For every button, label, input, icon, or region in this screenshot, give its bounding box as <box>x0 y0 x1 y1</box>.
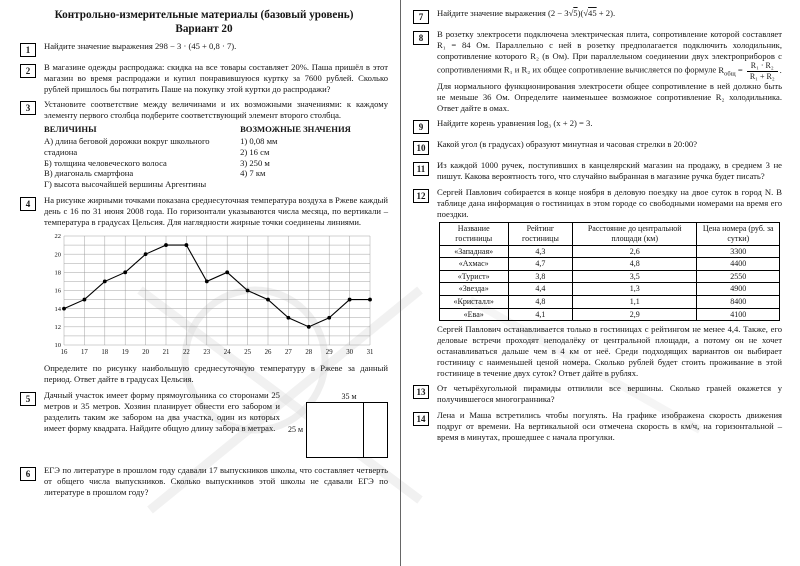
option-item: 1) 0,08 мм <box>240 135 278 146</box>
problem-4 <box>20 195 388 385</box>
problem-text <box>44 99 388 190</box>
table-row <box>439 258 780 271</box>
problem-statement: Сергей Павлович собирается в конце ноября в деловую поездку на двое суток в город N. В таблице дана информация о гостиницах в этом городе со свободными номерами на время его поездки. <box>437 187 782 219</box>
problem-number-badge: 2 <box>20 64 36 78</box>
variant-label: Вариант 20 <box>175 23 233 35</box>
svg-text:10: 10 <box>54 341 61 349</box>
table-cell: 2550 <box>697 270 780 283</box>
table-cell: 8400 <box>697 296 780 309</box>
problem-question: Сергей Павлович останавливается только в гостиницах с рейтингом не менее 4,4. Также, его деловые встречи проходят неподалёку от центральной площади, а потому он не хочет останавливаться дальше чем в 4 км от неё. Среди подходящих вариантов он выбирает гостиницу с наименьшей ценой номера. Сколько рублей будет стоить проживание в этой гостинице в течение двух суток? Ответ дайте в рублях. <box>437 324 782 378</box>
problem-13 <box>413 383 782 405</box>
problem-number-badge: 1 <box>20 43 36 57</box>
svg-text:27: 27 <box>285 348 292 356</box>
divider-line <box>363 403 364 457</box>
problem-number-badge: 10 <box>413 141 429 155</box>
problem-text <box>437 187 782 378</box>
problem-text: Лена и Маша встретились чтобы погулять. На графике изображена скорость движения подруг от времени. На вертикальной оси отмечена скорость в км/ч, на горизонтальной – время в минутах, прошедшее с начала прогулки. <box>437 410 782 442</box>
problem-text <box>437 8 782 24</box>
problem-number-badge: 12 <box>413 189 429 203</box>
problem-9 <box>413 118 782 134</box>
problem-number-badge: 13 <box>413 385 429 399</box>
table-row <box>439 245 780 258</box>
problem-question: Определите по рисунку наибольшую среднесуточную температуру в Ржеве за данный период. Ответ дайте в градусах Цельсия. <box>44 363 388 385</box>
right-column <box>400 0 800 566</box>
problem-10 <box>413 139 782 155</box>
svg-text:25: 25 <box>244 348 251 356</box>
problem-text: Какой угол (в градусах) образуют минутная и часовая стрелки в 20:00? <box>437 139 698 150</box>
problem-number-badge: 5 <box>20 392 36 406</box>
problem-text <box>44 195 388 385</box>
table-header-row <box>439 223 780 245</box>
table-cell: 3300 <box>697 245 780 258</box>
svg-text:21: 21 <box>162 348 170 356</box>
sqrt-sign: √ <box>583 8 589 18</box>
options-column <box>240 124 388 190</box>
document-title: Контрольно-измерительные материалы (базовый уровень) <box>54 9 354 21</box>
svg-text:16: 16 <box>60 348 68 356</box>
problem-number-badge: 3 <box>20 101 36 115</box>
problem-number-badge: 6 <box>20 467 36 481</box>
values-column <box>44 124 240 190</box>
column-header: Расстояние до центральной площади (км) <box>573 223 697 245</box>
table-cell: 2,6 <box>573 245 697 258</box>
value-item: Г) высота высочайшей вершины Аргентины <box>44 179 207 190</box>
svg-text:18: 18 <box>54 269 61 277</box>
table-cell: 4,8 <box>573 258 697 271</box>
option-item: 3) 250 м <box>240 157 270 168</box>
figure-left-label: 25 м <box>287 425 303 435</box>
table-cell: «Ева» <box>439 308 508 321</box>
problem-7 <box>413 8 782 24</box>
table-cell: «Кристалл» <box>439 296 508 309</box>
problem-number-badge: 11 <box>413 162 429 176</box>
table-cell: 4900 <box>697 283 780 296</box>
problem-statement: На рисунке жирными точками показана среднесуточная температура воздуха в Ржеве каждый день с 16 по 31 июня 2008 года. По горизонтали указываются числа месяца, по вертикали – температура в градусах Цельсия. Для наглядности жирные точки соединены линиями. <box>44 195 388 227</box>
table-cell: 4100 <box>697 308 780 321</box>
problem-text: В магазине одежды распродажа: скидка на все товары составляет 20%. Паша пришёл в этот магазин во время распродажи и купил понравившуюся куртку за 7600 рублей. Сколько рублей пришлось бы потратить Паше на покупку этой куртки до распродажи? <box>44 62 388 94</box>
problem-11 <box>413 160 782 182</box>
svg-text:14: 14 <box>54 305 61 313</box>
temperature-chart <box>48 231 378 359</box>
expression: (2 − 3√5)(√45 + 2). <box>547 8 616 18</box>
problem-1 <box>20 41 388 57</box>
table-cell: 4,3 <box>508 245 572 258</box>
problem-3 <box>20 99 388 190</box>
table-cell: 4,4 <box>508 283 572 296</box>
table-row <box>439 270 780 283</box>
problem-6 <box>20 465 388 497</box>
problem-text: От четырёхугольной пирамиды отпилили все вершины. Сколько граней окажется у получившегося многогранника? <box>437 383 782 405</box>
rectangle-shape <box>306 402 388 458</box>
resistance-formula: $R_{общ}$ = $\frac{\text{R₁ · R₂}}{\text{R₁ + R₂}}$ . <box>718 61 782 81</box>
problem-number-badge: 8 <box>413 31 429 45</box>
problem-statement: Найдите значение выражения <box>44 41 153 51</box>
table-cell: 4,7 <box>508 258 572 271</box>
problem-number-badge: 4 <box>20 197 36 211</box>
column-header: Название гостиницы <box>439 223 508 245</box>
table-row <box>439 296 780 309</box>
problem-14 <box>413 410 782 442</box>
table-cell: 4,8 <box>508 296 572 309</box>
problem-text <box>44 390 388 460</box>
problem-number-badge: 7 <box>413 10 429 24</box>
table-row <box>439 308 780 321</box>
problem-5 <box>20 390 388 460</box>
table-cell: 1,1 <box>573 296 697 309</box>
value-item: Б) толщина человеческого волоса <box>44 157 167 168</box>
problem-statement: Установите соответствие между величинами и их возможными значениями: к каждому элементу первого столбца подберите соответствующий элемент второго столбца. <box>44 99 388 121</box>
table-cell: «Западная» <box>439 245 508 258</box>
svg-text:30: 30 <box>346 348 353 356</box>
value-item: В) диагональ смартфона <box>44 168 134 179</box>
svg-text:12: 12 <box>54 323 61 331</box>
problem-8 <box>413 29 782 113</box>
table-cell: 3,8 <box>508 270 572 283</box>
problem-text: Найдите корень уравнения log₃ (x + 2) = 3. <box>437 118 593 129</box>
sqrt-sign: √ <box>568 8 574 18</box>
svg-text:29: 29 <box>325 348 333 356</box>
value-item: А) длина беговой дорожки вокруг школьного стадиона <box>44 135 210 157</box>
values-header: ВЕЛИЧИНЫ <box>44 124 97 135</box>
problem-question: Для нормального функционирования электросети общее сопротивление в ней должно быть не меньше 36 Ом. Определите наименьшее возможное сопротивление R₂ холодильника. Ответ дайте в омах. <box>437 80 782 113</box>
svg-text:17: 17 <box>81 348 88 356</box>
problem-text: ЕГЭ по литературе в прошлом году сдавали 17 выпускников школы, что составляет четверть от общего числа выпускников. Сколько выпускников этой школы не сдавали ЕГЭ по литературе в прошлом году? <box>44 465 388 497</box>
matching-block <box>44 124 388 190</box>
problem-12 <box>413 187 782 378</box>
option-item: 2) 16 см <box>240 146 270 157</box>
expression: 298 − 3 · (45 + 0,8 · 7). <box>154 41 237 51</box>
option-item: 4) 7 км <box>240 168 266 179</box>
figure-top-label: 35 м <box>341 392 357 402</box>
svg-text:22: 22 <box>54 232 61 240</box>
svg-text:23: 23 <box>203 348 211 356</box>
problem-number-badge: 9 <box>413 120 429 134</box>
problem-text <box>437 29 782 113</box>
svg-text:24: 24 <box>223 348 231 356</box>
problem-statement: Найдите значение выражения <box>437 8 546 18</box>
svg-text:31: 31 <box>366 348 374 356</box>
table-cell: «Ахмас» <box>439 258 508 271</box>
svg-text:18: 18 <box>101 348 109 356</box>
column-header: Цена номера (руб. за сутки) <box>697 223 780 245</box>
table-cell: 4,1 <box>508 308 572 321</box>
table-row <box>439 283 780 296</box>
svg-text:20: 20 <box>142 348 149 356</box>
table-cell: 2,9 <box>573 308 697 321</box>
problem-number-badge: 14 <box>413 412 429 426</box>
svg-text:28: 28 <box>305 348 313 356</box>
svg-text:19: 19 <box>121 348 129 356</box>
table-cell: 1,3 <box>573 283 697 296</box>
table-cell: 3,5 <box>573 270 697 283</box>
hotels-table <box>439 222 781 321</box>
chart-container <box>48 231 388 362</box>
table-cell: «Турист» <box>439 270 508 283</box>
problem-2 <box>20 62 388 94</box>
svg-text:22: 22 <box>183 348 190 356</box>
problem-statement: Дачный участок имеет форму прямоугольника со сторонами 25 метров и 35 метров. Хозяин планирует обнести его забором и разделить таким же забором на два участка, один из которых имеет форму квадрата. Найдите общую длину забора в метрах. <box>44 390 280 433</box>
table-cell: 4400 <box>697 258 780 271</box>
options-header: ВОЗМОЖНЫЕ ЗНАЧЕНИЯ <box>240 124 351 135</box>
problem-statement: В розетку электросети подключена электрическая плита, сопротивление которой составляет R₁ = 84 Ом. Параллельно с ней в розетку предполагается подключить холодильник, сопротивление которого R₂ (в Ом). При параллельном соединении двух электроприборов с сопротивлениями R₁ и R₂ их общее сопротивление вычисляется по формуле <box>437 29 782 76</box>
column-header: Рейтинг гостиницы <box>508 223 572 245</box>
problem-text: Из каждой 1000 ручек, поступивших в канцелярский магазин на продажу, в среднем 3 не пишут. Какова вероятность того, что случайно выбранная в магазине ручка будет писать? <box>437 160 782 182</box>
problem-text <box>44 41 388 57</box>
svg-text:20: 20 <box>54 250 61 258</box>
svg-text:26: 26 <box>264 348 272 356</box>
plot-figure <box>288 392 388 458</box>
table-cell: «Звезда» <box>439 283 508 296</box>
svg-text:16: 16 <box>54 287 61 295</box>
